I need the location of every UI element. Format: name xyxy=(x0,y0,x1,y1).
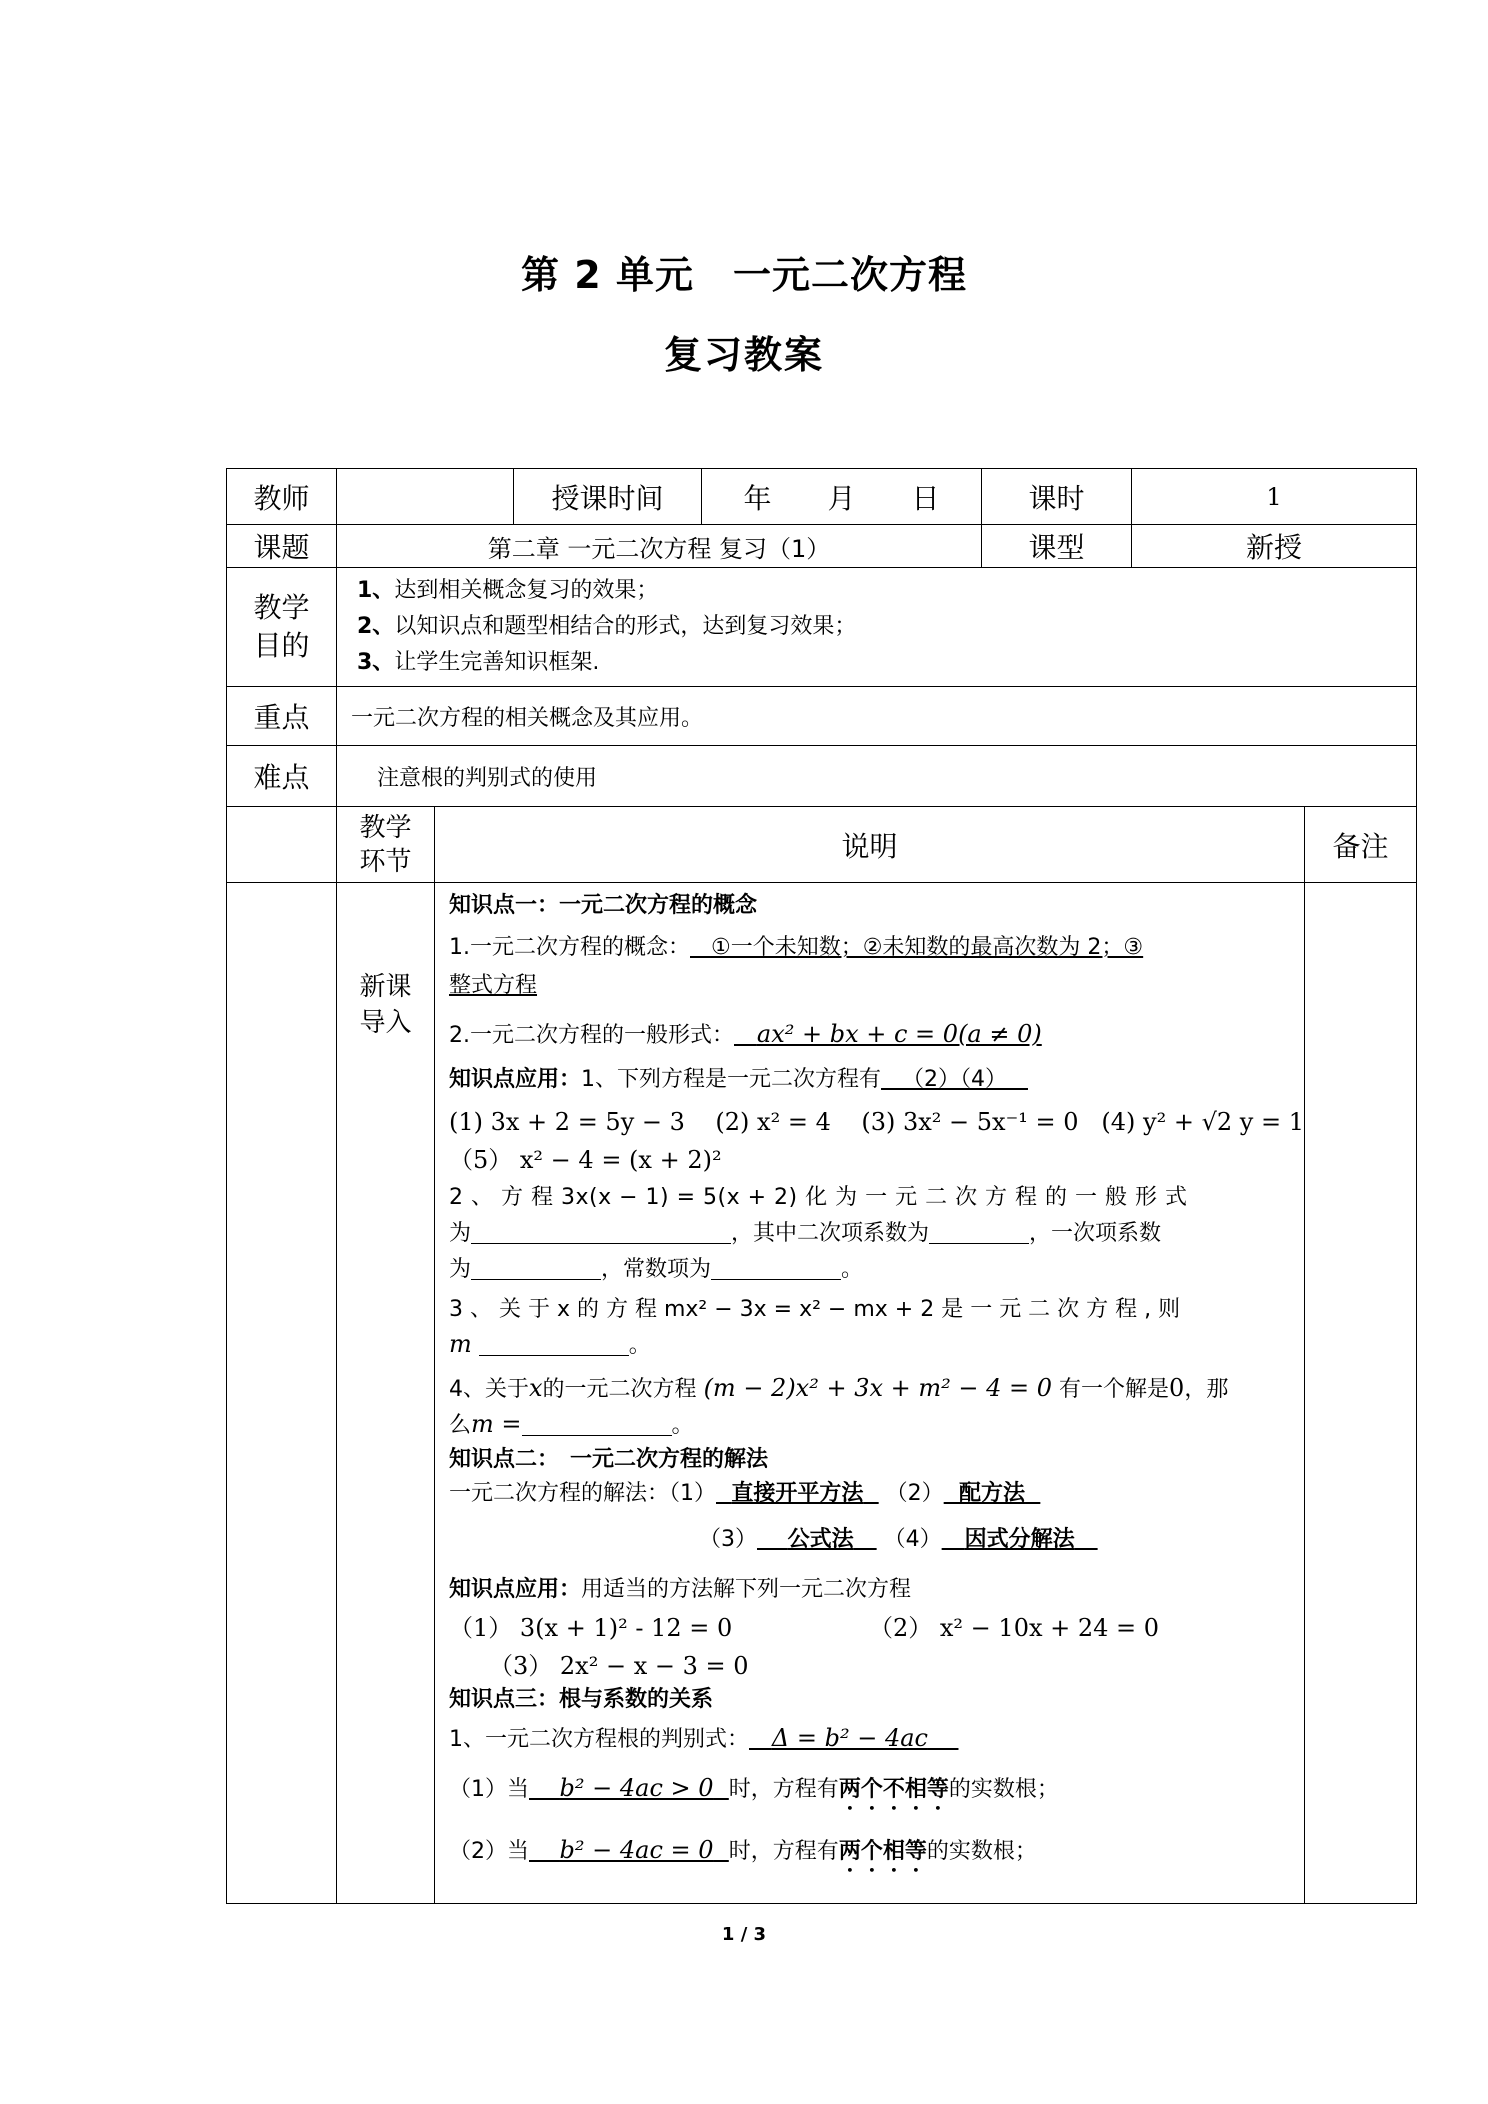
solve-line-1: （1） 3(x + 1)² - 12 = 0 （2） x² − 10x + 24 = 0 xyxy=(449,1614,1160,1642)
info-row-2 xyxy=(227,525,1417,568)
info-row-1 xyxy=(227,469,1417,525)
kp2-title: 知识点二： 一元二次方程的解法 xyxy=(449,1447,769,1472)
stage-header: 教学 环节 xyxy=(337,807,435,883)
content-row xyxy=(227,883,1417,1904)
q2-line-2: 为 ，其中二次项系数为 ，一次项系数 xyxy=(449,1221,1162,1246)
column-header-row xyxy=(227,807,1417,883)
key-point-text: 一元二次方程的相关概念及其应用。 xyxy=(337,687,1417,746)
period-label: 课时 xyxy=(982,469,1132,525)
discriminant-line: 1、一元二次方程根的判别式： Δ = b² − 4ac xyxy=(449,1724,928,1752)
methods-line-2: （3） 公式法 （4） 因式分解法 xyxy=(699,1527,1075,1552)
goals-list xyxy=(337,568,1417,687)
goal-item: 3、让学生完善知识框架. xyxy=(357,650,600,675)
app2-line: 知识点应用：用适当的方法解下列一元二次方程 xyxy=(449,1577,912,1602)
teacher-value xyxy=(337,469,514,525)
case2-line: （2）当 b² − 4ac = 0 时，方程有两个相等的实数根； xyxy=(449,1836,1037,1864)
q3-line-1: 3 、 关 于 x 的 方 程 mx² − 3x = x² − mx + 2 是 一 元 二 次 方 程 , 则 xyxy=(449,1297,1181,1322)
app1-line: 知识点应用：1、下列方程是一元二次方程有 （2）（4） xyxy=(449,1067,1007,1092)
document-title: 第 2 单元 一元二次方程 xyxy=(521,253,967,297)
q4-line-1: 4、关于x的一元二次方程 (m − 2)x² + 3x + m² − 4 = 0 有一个解是0，那 xyxy=(449,1374,1229,1402)
q2-line-3: 为 ，常数项为 。 xyxy=(449,1257,864,1282)
type-value: 新授 xyxy=(1132,525,1417,568)
kp3-title: 知识点三：根与系数的关系 xyxy=(449,1687,714,1712)
page-number: 1 / 3 xyxy=(721,1924,767,1945)
q2-line-1: 2 、 方 程 3x(x − 1) = 5(x + 2) 化 为 一 元 二 次 方 程 的 一 般 形 式 xyxy=(449,1185,1188,1210)
period-value: 1 xyxy=(1132,469,1417,525)
content-cell xyxy=(435,883,1305,1904)
goals-label: 教学 目的 xyxy=(227,568,337,687)
document-subtitle: 复习教案 xyxy=(663,333,824,377)
goal-item: 2、以知识点和题型相结合的形式，达到复习效果； xyxy=(357,614,857,639)
note-cell xyxy=(1305,883,1417,1904)
difficulty-label: 难点 xyxy=(227,746,337,807)
general-form-line: 2.一元二次方程的一般形式： ax² + bx + c = 0(a ≠ 0) xyxy=(449,1020,1042,1048)
solve-line-2: （3） 2x² − x − 3 = 0 xyxy=(489,1652,749,1680)
case1-line: （1）当 b² − 4ac > 0 时，方程有两个不相等的实数根； xyxy=(449,1774,1059,1802)
date-value: 年 月 日 xyxy=(702,469,982,525)
desc-header: 说明 xyxy=(435,807,1305,883)
equations-line: (1) 3x + 2 = 5y − 3 (2) x² = 4 (3) 3x² − 5x⁻¹ = 0 (4) y² + √2 y = 1 xyxy=(449,1108,1304,1136)
q4-line-2: 么m = 。 xyxy=(449,1410,694,1438)
topic-label: 课题 xyxy=(227,525,337,568)
goal-item: 1、达到相关概念复习的效果； xyxy=(357,578,659,603)
kp1-title: 知识点一：一元二次方程的概念 xyxy=(449,893,758,918)
stage-cell: 新课 导入 xyxy=(337,883,435,1904)
equation-5: （5） x² − 4 = (x + 2)² xyxy=(449,1146,722,1174)
concept-line-2: 整式方程 xyxy=(449,973,538,998)
difficulty-row xyxy=(227,746,1417,807)
key-point-row xyxy=(227,687,1417,746)
lesson-plan-table xyxy=(226,468,1417,1904)
key-point-label: 重点 xyxy=(227,687,337,746)
teacher-label: 教师 xyxy=(227,469,337,525)
methods-line-1: 一元二次方程的解法：（1） 直接开平方法 （2） 配方法 xyxy=(449,1481,1026,1506)
goals-row xyxy=(227,568,1417,687)
note-header: 备注 xyxy=(1305,807,1417,883)
difficulty-text: 注意根的判别式的使用 xyxy=(337,746,1417,807)
time-label: 授课时间 xyxy=(514,469,702,525)
concept-line: 1.一元二次方程的概念： ①一个未知数；②未知数的最高次数为 2；③ xyxy=(449,935,1144,960)
type-label: 课型 xyxy=(982,525,1132,568)
topic-value: 第二章 一元二次方程 复习（1） xyxy=(337,525,982,568)
q3-line-2: m 。 xyxy=(449,1330,651,1358)
